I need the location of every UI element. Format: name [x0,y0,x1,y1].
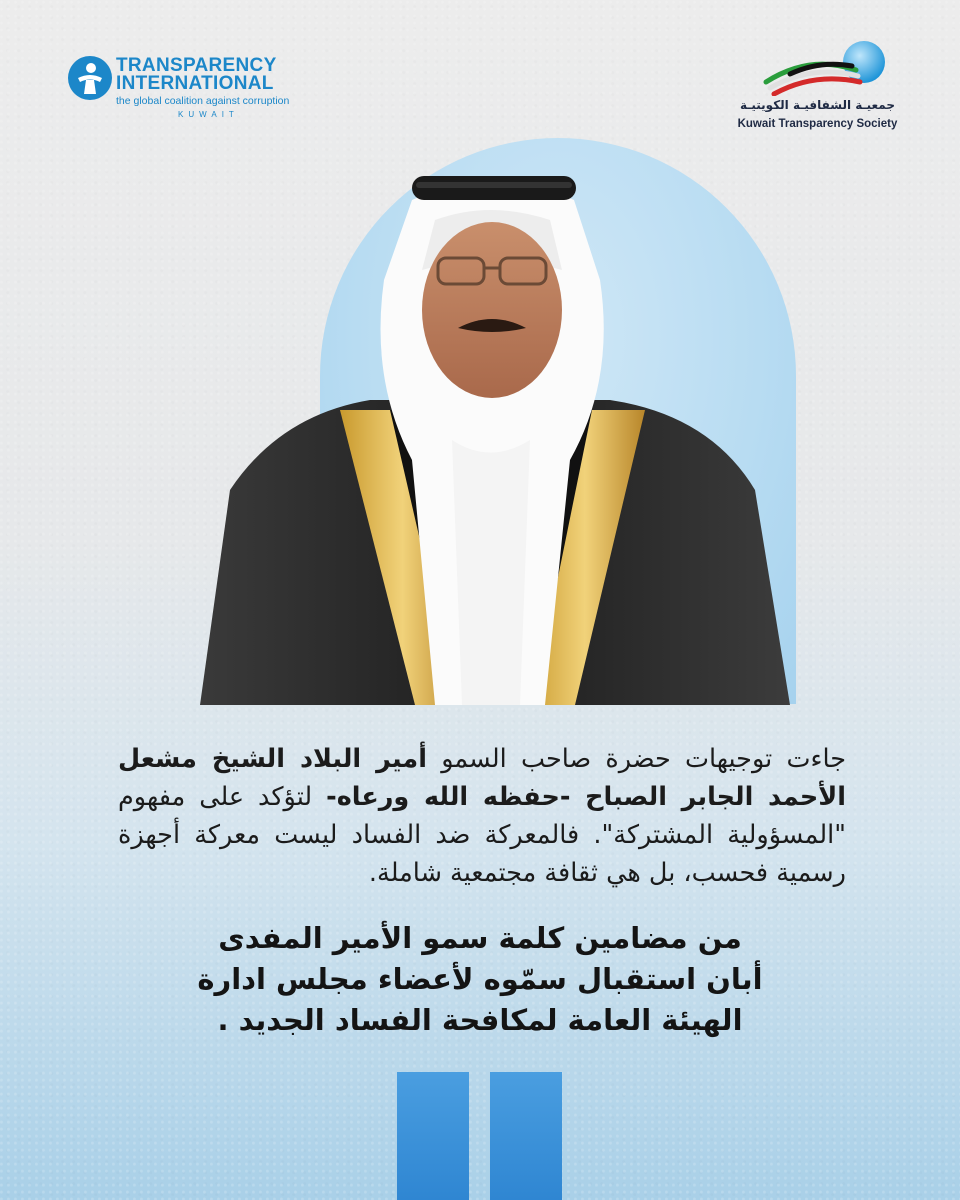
kts-emblem-icon [760,40,900,96]
paragraph-emir-name: أمير البلاد الشيخ مشعل الأحمد الجابر الصباح -حفظه الله ورعاه- [118,744,846,812]
ti-name-line1: TRANSPARENCY [116,55,277,76]
portrait-image [190,160,795,705]
kuwait-transparency-society-logo [730,40,905,140]
quote-line-1: من مضامين كلمة سمو الأمير المفدى [218,921,742,955]
paragraph-part-1: جاءت توجيهات حضرة صاحب السمو [426,744,846,774]
quote-line-3: الهيئة العامة لمكافحة الفساد الجديد . [217,1003,743,1037]
quote-block [110,918,850,1041]
quote-mark-bar-right [490,1072,562,1200]
kts-name-arabic: جمعيـة الشفافيـة الكويتيـة [739,98,895,112]
kts-name-english: Kuwait Transparency Society [737,118,898,130]
intro-paragraph [118,740,846,892]
paragraph-part-2: لتؤكد على مفهوم "المسؤولية المشتركة". فالمعركة ضد الفساد ليست معركة أجهزة رسمية فحسب، بل هي ثقافة مجتمعية شاملة. [118,782,846,888]
ti-name-line2: INTERNATIONAL [116,73,274,94]
quote-mark-bar-left [397,1072,469,1200]
ti-country: KUWAIT [178,110,239,119]
transparency-international-logo [68,52,298,122]
quote-line-2: أبان استقبال سمّوه لأعضاء مجلس ادارة [197,962,763,996]
ti-tagline: the global coalition against corruption [116,95,290,107]
ti-emblem-icon [68,56,112,100]
